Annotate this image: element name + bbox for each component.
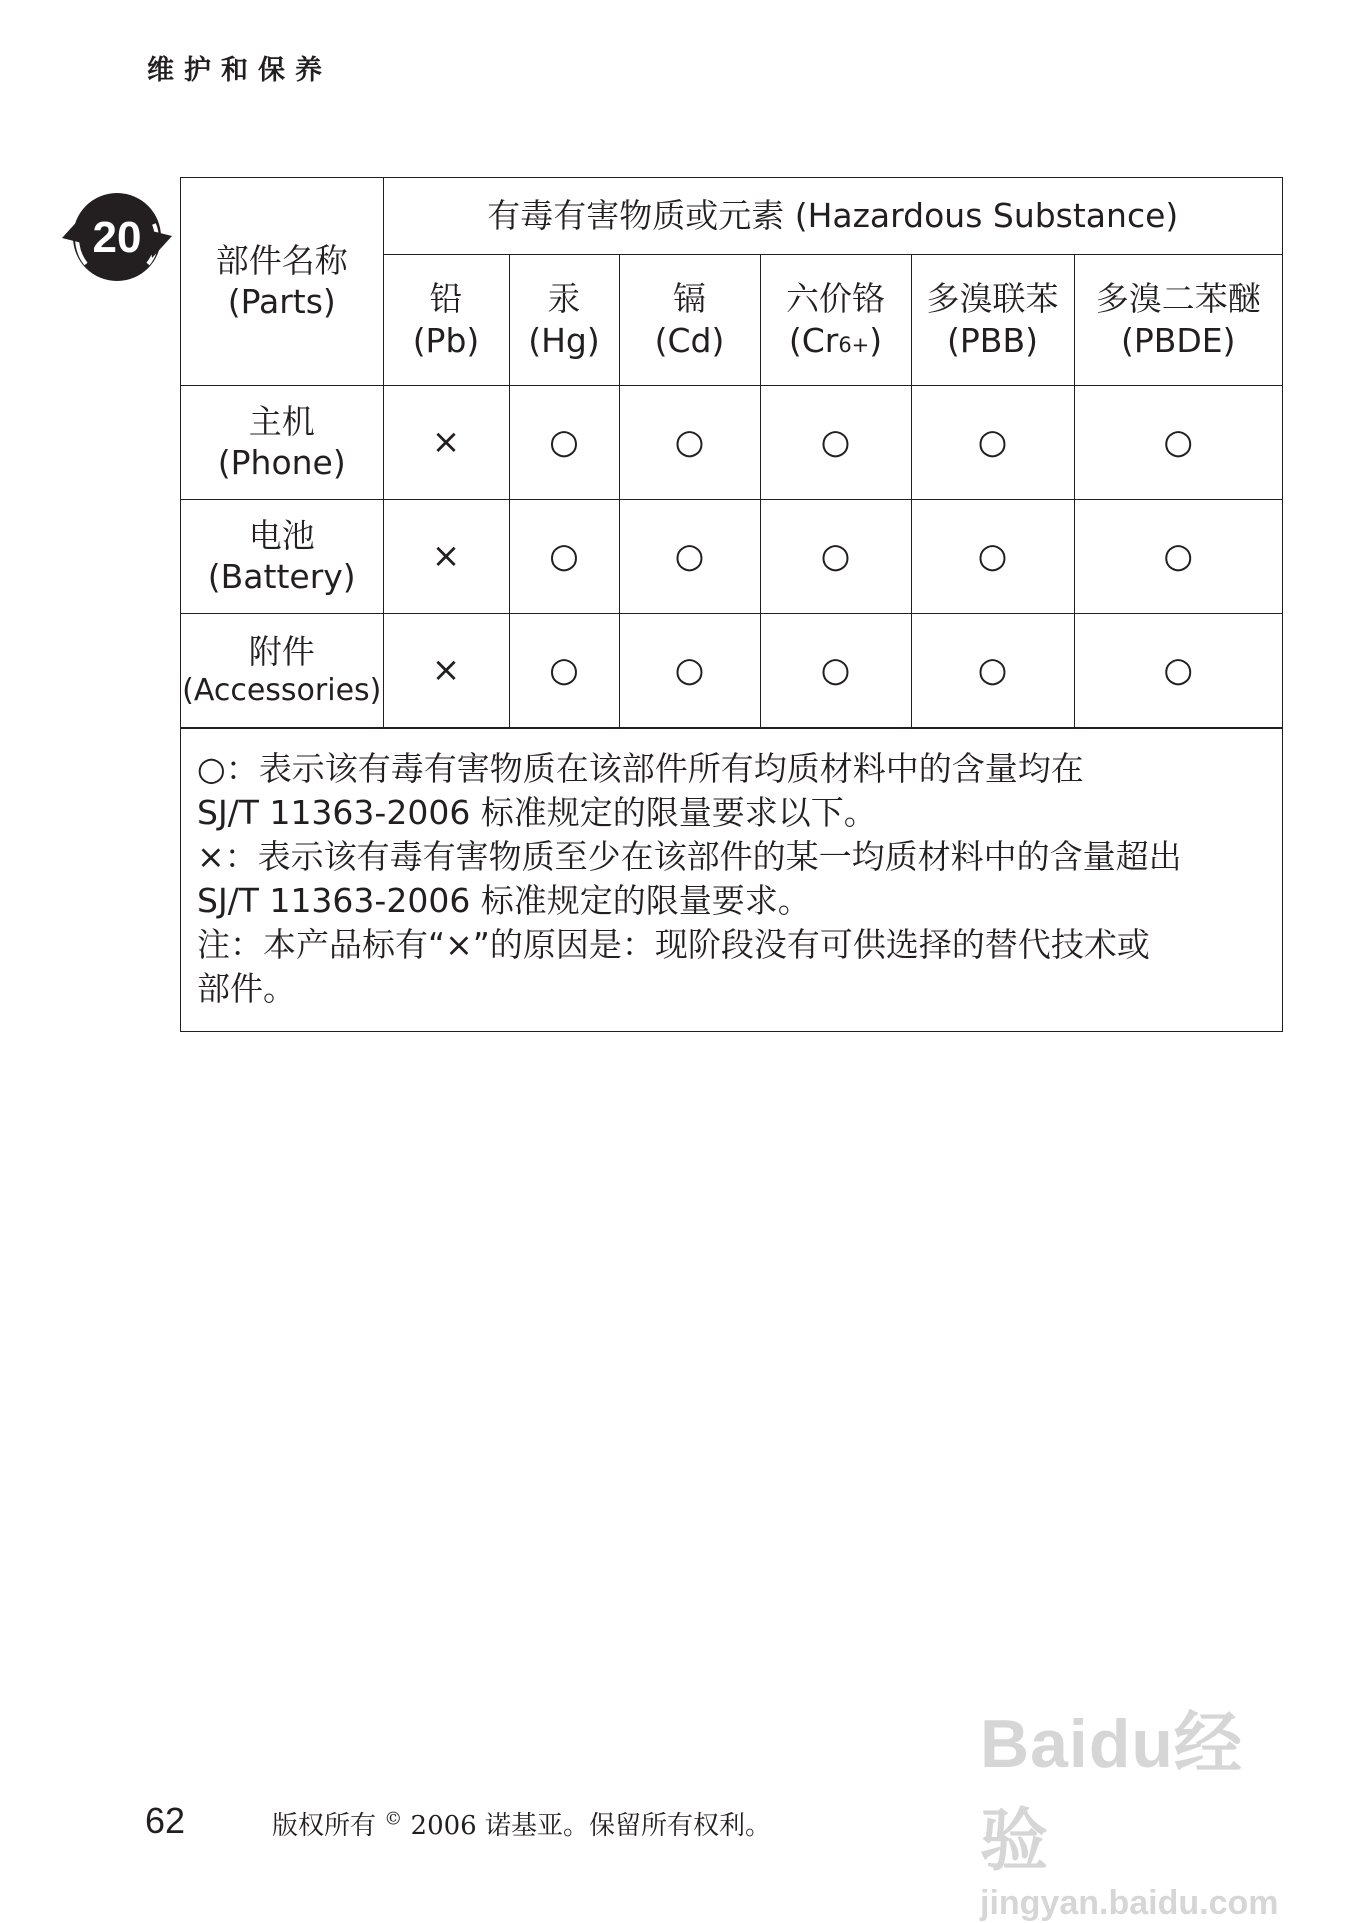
mark-cell: ○ — [509, 613, 619, 727]
mark-cell: × — [383, 385, 509, 499]
mark-cell: ○ — [911, 499, 1074, 613]
col-header-zh: 汞 — [547, 279, 581, 319]
mark-cell: ○ — [760, 499, 911, 613]
note-line: 部件。 — [197, 968, 296, 1008]
watermark-brand: Baidu经验 — [980, 1706, 1243, 1879]
note-line: SJ/T 11363-2006 标准规定的限量要求。 — [197, 880, 811, 920]
mark-cell: × — [383, 499, 509, 613]
eco-logo-number: 20 — [92, 213, 142, 262]
col-header-zh: 多溴二苯醚 — [1095, 279, 1261, 319]
copyright-notice — [272, 1805, 771, 1842]
parts-header-cell — [181, 178, 383, 385]
cr-symbol: (Cr — [788, 320, 839, 360]
mark-cell: × — [383, 613, 509, 727]
col-header-pbde — [1074, 254, 1282, 385]
col-header-en: (Cd) — [654, 320, 725, 360]
table-row-battery — [181, 499, 1282, 613]
col-header-en — [761, 320, 911, 361]
eco-20-logo-icon — [60, 186, 174, 288]
cr-close: ) — [869, 320, 883, 360]
page-number: 62 — [145, 1800, 186, 1841]
parts-header-en: (Parts) — [227, 282, 336, 322]
mark-cell: ○ — [619, 385, 760, 499]
col-header-hg — [509, 254, 619, 385]
hazardous-substance-table — [180, 177, 1283, 1032]
note-line: ○：表示该有毒有害物质在该部件所有均质材料中的含量均在 — [197, 748, 1084, 788]
col-header-pb — [383, 254, 509, 385]
col-header-cr6 — [760, 254, 911, 385]
eco-logo-arrow-right — [148, 230, 172, 258]
table-row-phone — [181, 385, 1282, 499]
col-header-zh: 多溴联苯 — [926, 279, 1059, 319]
copyright-prefix: 版权所有 — [272, 1811, 377, 1841]
col-header-cd — [619, 254, 760, 385]
row-label-zh: 附件 — [248, 631, 315, 671]
copyright-symbol: © — [384, 1808, 403, 1830]
mark-cell: ○ — [1074, 499, 1282, 613]
hazardous-substance-group-header: 有毒有害物质或元素 (Hazardous Substance) — [383, 178, 1282, 254]
row-label — [181, 385, 383, 499]
row-label-en: (Phone) — [217, 443, 346, 482]
col-header-zh: 六价铬 — [786, 279, 885, 319]
mark-cell: ○ — [911, 613, 1074, 727]
col-header-en: (PBB) — [947, 320, 1038, 360]
col-header-en: (Pb) — [412, 320, 480, 360]
row-label — [181, 499, 383, 613]
mark-cell: ○ — [760, 385, 911, 499]
col-header-en: (Hg) — [528, 320, 600, 360]
col-header-pbb — [911, 254, 1074, 385]
table-notes — [181, 728, 1282, 1031]
row-label-en: (Battery) — [207, 557, 356, 596]
row-label-en: (Accessories) — [182, 672, 382, 708]
mark-cell: ○ — [509, 385, 619, 499]
page-header: 维护和保养 — [147, 55, 332, 86]
col-header-zh: 镉 — [673, 279, 706, 319]
mark-cell: ○ — [619, 613, 760, 727]
col-header-zh: 铅 — [429, 279, 463, 319]
table-row-accessories — [181, 613, 1282, 727]
eco-logo-arrow-left — [62, 216, 86, 244]
mark-cell: ○ — [1074, 613, 1282, 727]
row-label — [181, 613, 383, 727]
baidu-watermark — [970, 1690, 1300, 1922]
row-label-zh: 主机 — [248, 401, 315, 441]
watermark-url: jingyan.baidu.com — [980, 1884, 1279, 1922]
cr-charge: 6+ — [838, 332, 870, 357]
parts-header-zh: 部件名称 — [215, 241, 348, 280]
mark-cell: ○ — [509, 499, 619, 613]
copyright-rest: 2006 诺基亚。保留所有权利。 — [410, 1811, 771, 1841]
note-line: ×：表示该有毒有害物质至少在该部件的某一均质材料中的含量超出 — [197, 836, 1182, 876]
note-line: 注：本产品标有“×”的原因是：现阶段没有可供选择的替代技术或 — [197, 924, 1150, 964]
col-header-en: (PBDE) — [1120, 320, 1236, 360]
note-line: SJ/T 11363-2006 标准规定的限量要求以下。 — [197, 792, 877, 832]
mark-cell: ○ — [760, 613, 911, 727]
mark-cell: ○ — [619, 499, 760, 613]
row-label-zh: 电池 — [248, 515, 315, 555]
mark-cell: ○ — [911, 385, 1074, 499]
mark-cell: ○ — [1074, 385, 1282, 499]
